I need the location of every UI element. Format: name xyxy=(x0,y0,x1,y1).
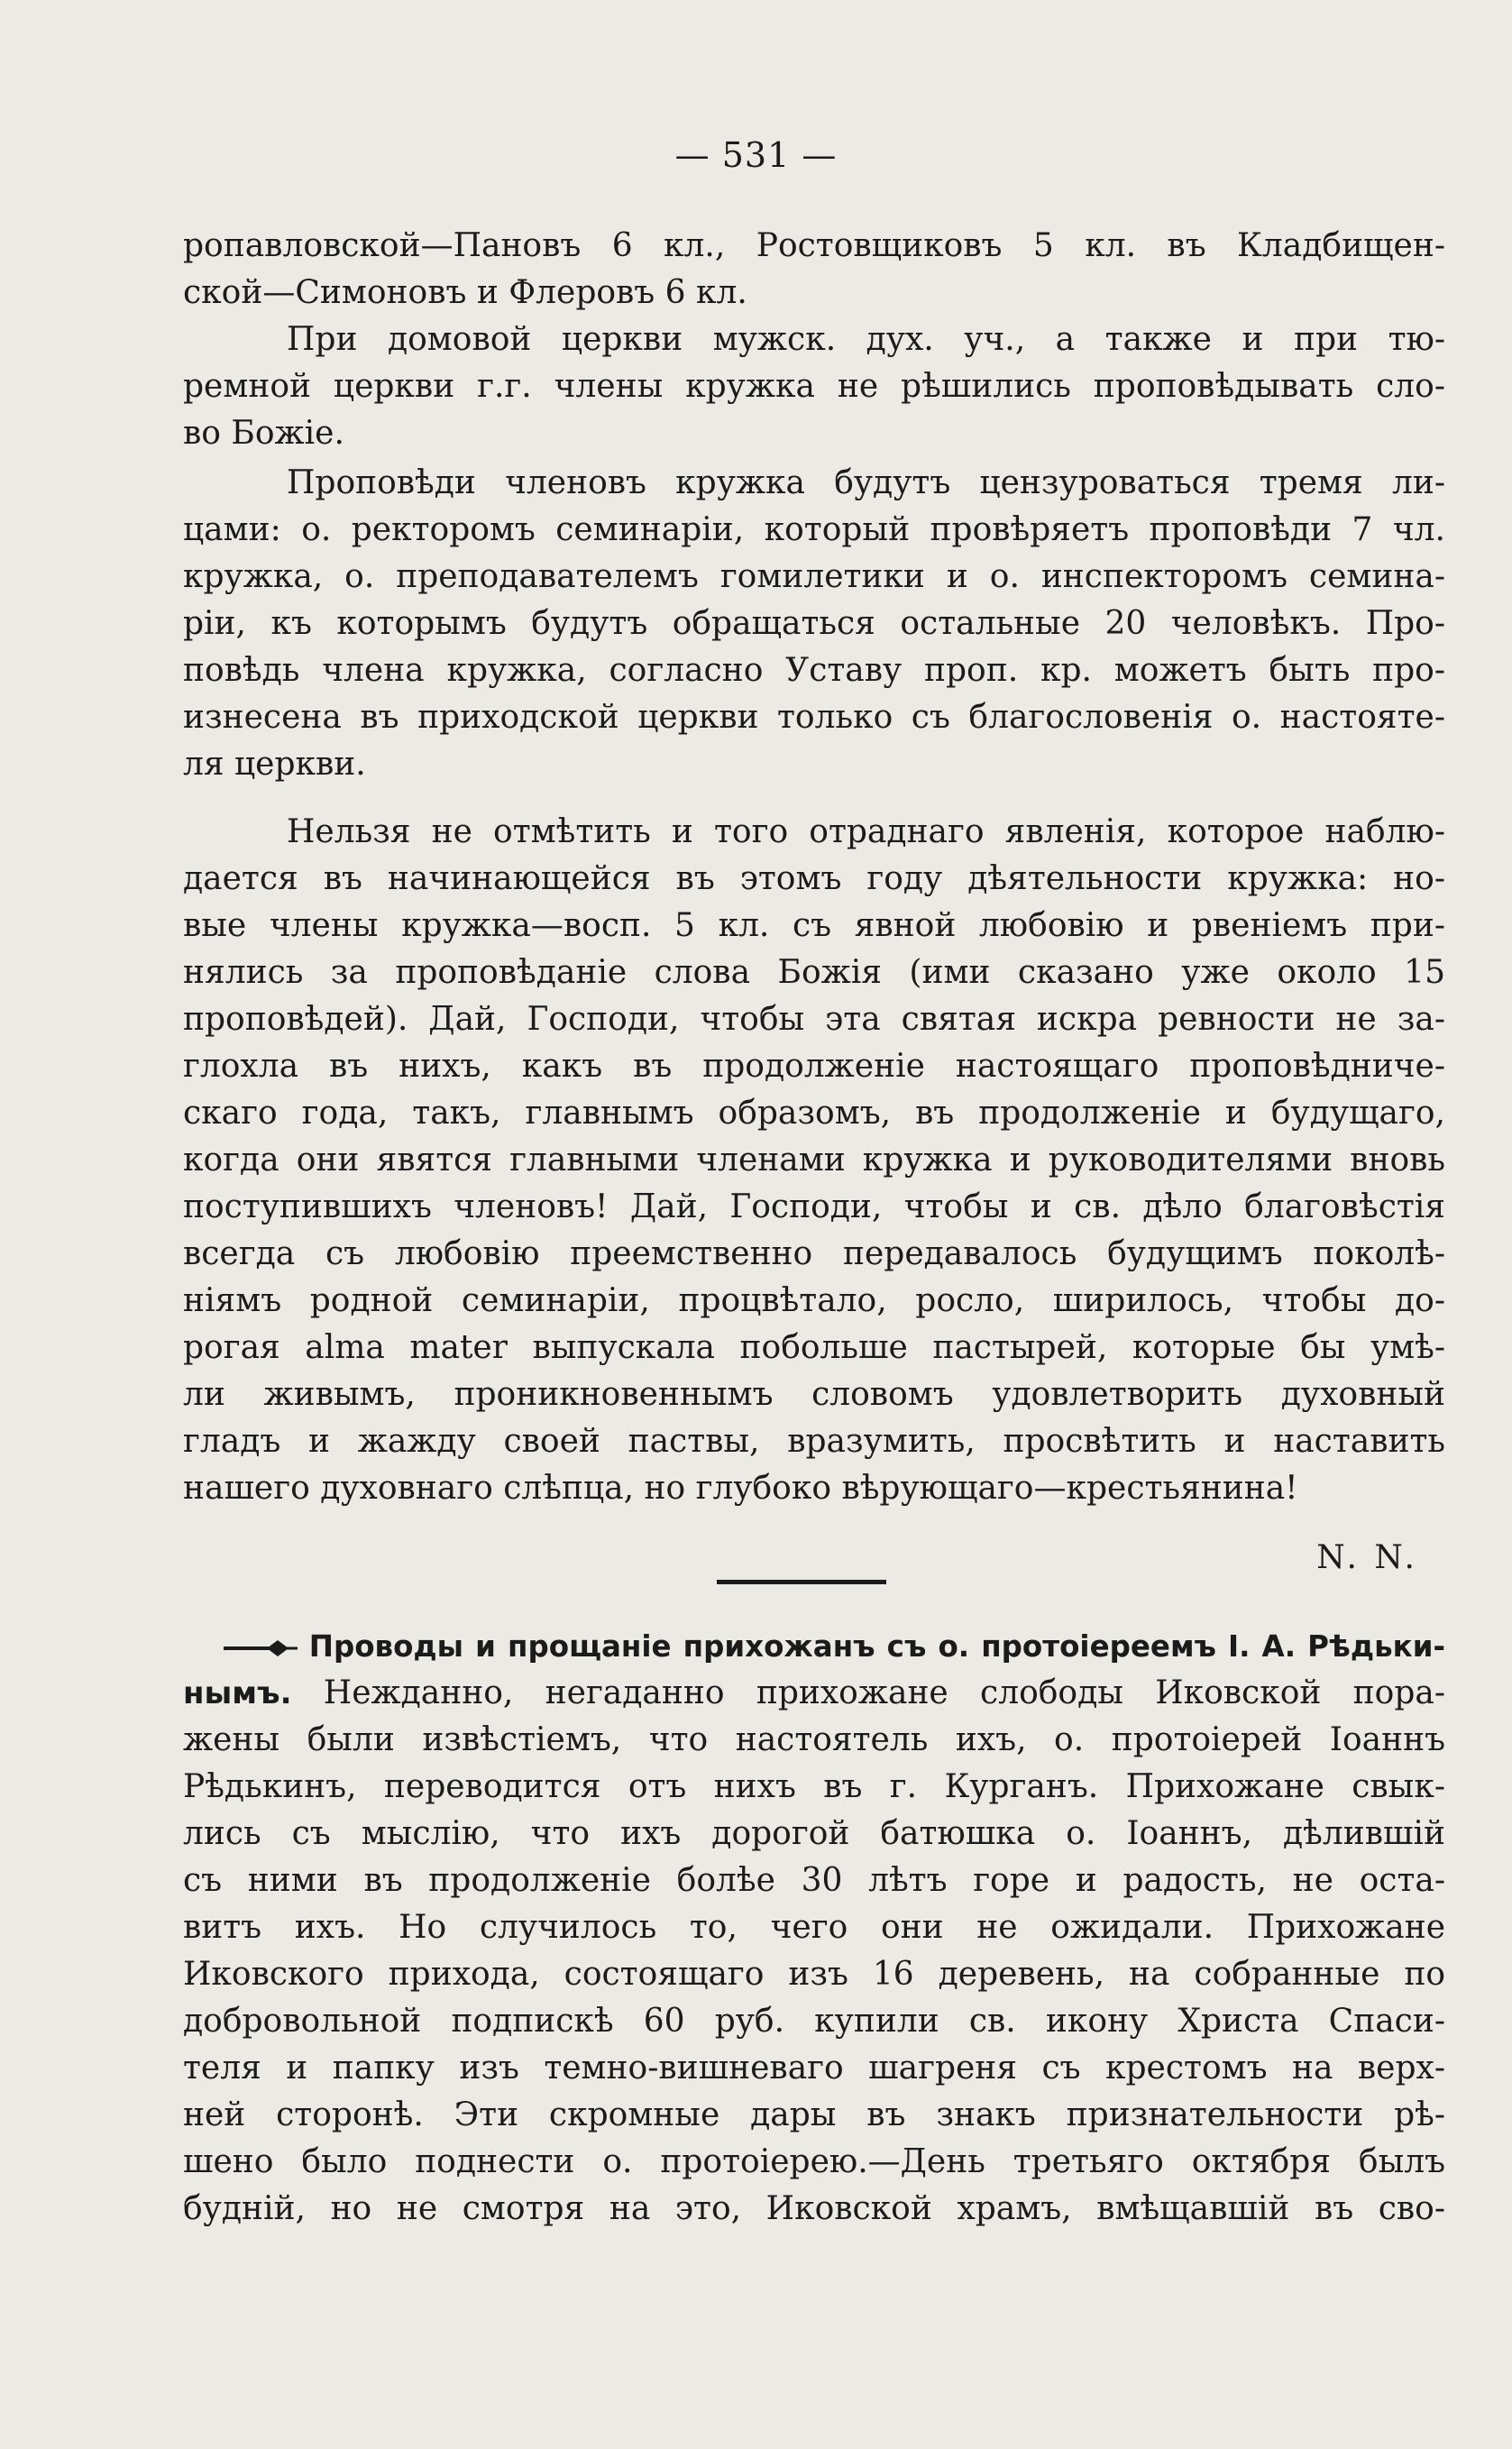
text-line: скаго года, такъ, главнымъ образомъ, въ продолженіе и будущаго, xyxy=(183,1095,1445,1132)
text-line: всегда съ любовію преемственно передавалось будущимъ поколѣ- xyxy=(183,1235,1445,1272)
text-line: нашего духовнаго слѣпца, но глубоко вѣрующаго—крестьянина! xyxy=(183,1470,1298,1507)
text-line: повѣдь члена кружка, согласно Уставу проп. кр. можетъ быть про- xyxy=(183,652,1445,689)
text-line: ля церкви. xyxy=(183,746,366,783)
text-line: ніямъ родной семинаріи, процвѣтало, росло, ширилось, чтобы до- xyxy=(183,1282,1445,1319)
text-line: ріи, къ которымъ будутъ обращаться остальные 20 человѣкъ. Про- xyxy=(183,605,1445,642)
text-line: будній, но не смотря на это, Иковской храмъ, вмѣщавшій въ сво- xyxy=(183,2190,1445,2227)
text-line: когда они явятся главными членами кружка и руководителями вновь xyxy=(183,1142,1445,1179)
text-line: дается въ начинающейся въ этомъ году дѣятельности кружка: но- xyxy=(183,860,1445,897)
text-line: съ ними въ продолженіе болѣе 30 лѣтъ горе и радость, не оста- xyxy=(183,1862,1445,1899)
text-line: во Божіе. xyxy=(183,415,344,452)
text-line: проповѣдей). Дай, Господи, чтобы эта святая искра ревности не за- xyxy=(183,1001,1445,1038)
text-line: лись съ мыслію, что ихъ дорогой батюшка о. Іоаннъ, дѣлившій xyxy=(183,1815,1445,1852)
section-divider xyxy=(717,1580,886,1584)
text-line: цами: о. ректоромъ семинаріи, который провѣряетъ проповѣди 7 чл. xyxy=(183,511,1445,548)
text-line: вые члены кружка—восп. 5 кл. съ явной любовію и рвеніемъ при- xyxy=(183,907,1445,944)
text-line: кружка, о. преподавателемъ гомилетики и о. инспекторомъ семина- xyxy=(183,558,1445,595)
dash-diamond-icon xyxy=(224,1625,298,1671)
text-line: Иковского прихода, состоящаго изъ 16 деревень, на собранные по xyxy=(183,1956,1445,1993)
paragraph-first-line: При домовой церкви мужск. дух. уч., а также и при тю- xyxy=(287,321,1445,358)
text-line: жены были извѣстіемъ, что настоятель ихъ, о. протоіерей Іоаннъ xyxy=(183,1721,1445,1758)
section-heading-line xyxy=(224,1623,1445,1670)
text-line: ской—Симоновъ и Флеровъ 6 кл. xyxy=(183,274,747,311)
signature: N. N. xyxy=(1316,1539,1418,1576)
page-number: — 531 — xyxy=(674,135,838,175)
text-line: ропавловской—Пановъ 6 кл., Ростовщиковъ 5 кл. въ Кладбищен- xyxy=(183,227,1445,264)
text-line: рогая alma mater выпускала побольше пастырей, которые бы умѣ- xyxy=(183,1329,1445,1366)
text-line: шено было поднести о. протоіерею.—День третьяго октября былъ xyxy=(183,2143,1445,2180)
text-line: гладъ и жажду своей паствы, вразумить, просвѣтить и наставить xyxy=(183,1423,1445,1460)
text-line: Рѣдькинъ, переводится отъ нихъ въ г. Курганъ. Прихожане свык- xyxy=(183,1768,1445,1805)
text-line: теля и папку изъ темно-вишневаго шагреня съ крестомъ на верх- xyxy=(183,2050,1445,2087)
section-heading-continuation: нымъ. xyxy=(183,1675,292,1711)
text-line: ремной церкви г.г. члены кружка не рѣшились проповѣдывать сло- xyxy=(183,368,1445,405)
text-line: витъ ихъ. Но случилось то, чего они не ожидали. Прихожане xyxy=(183,1909,1445,1946)
text-line: глохла въ нихъ, какъ въ продолженіе настоящаго проповѣдниче- xyxy=(183,1048,1445,1085)
text-line: нялись за проповѣданіе слова Божія (ими сказано уже около 15 xyxy=(183,954,1445,991)
paragraph-first-line: Нельзя не отмѣтить и того отраднаго явленія, которое наблю- xyxy=(287,813,1445,850)
text-line: изнесена въ приходской церкви только съ благословенія о. настояте- xyxy=(183,699,1445,736)
section-heading: Проводы и прощаніе прихожанъ съ о. протоіереемъ I. А. Рѣдьки- xyxy=(308,1629,1445,1664)
text-line xyxy=(183,1670,1445,1717)
text-line: ли живымъ, проникновеннымъ словомъ удовлетворить духовный xyxy=(183,1376,1445,1413)
text-fragment: Нежданно, негаданно прихожане слободы Иковской пора- xyxy=(291,1674,1445,1711)
text-line: поступившихъ членовъ! Дай, Господи, чтобы и св. дѣло благовѣстія xyxy=(183,1188,1445,1225)
paragraph-first-line: Проповѣди членовъ кружка будутъ цензуроваться тремя ли- xyxy=(287,464,1445,501)
text-line: добровольной подпискѣ 60 руб. купили св. икону Христа Спаси- xyxy=(183,2003,1445,2040)
text-line: ней сторонѣ. Эти скромные дары въ знакъ признательности рѣ- xyxy=(183,2096,1445,2133)
